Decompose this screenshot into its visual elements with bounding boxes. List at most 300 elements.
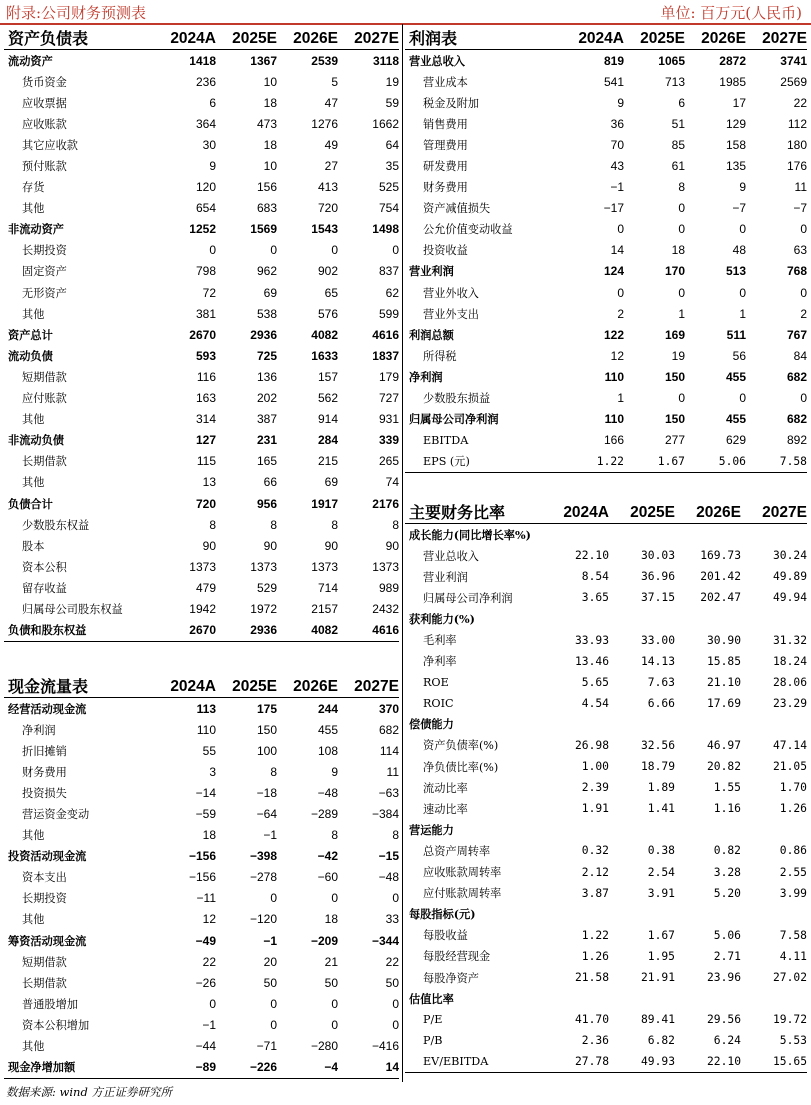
cell-value: 754 [378, 201, 399, 216]
cell-value: 413 [317, 180, 338, 195]
table-row [4, 719, 399, 740]
cell-value: 0 [617, 222, 624, 237]
row-label: ROE [423, 675, 449, 689]
cell-value: 1.67 [647, 928, 675, 942]
cell-value: 720 [317, 201, 338, 216]
cell-value: 8 [678, 180, 685, 195]
table-row [4, 177, 399, 198]
cell-value: 27.02 [772, 971, 807, 985]
table-row [405, 904, 807, 925]
cell-value: 6 [209, 95, 216, 110]
cell-value: 768 [786, 264, 807, 279]
cell-value: 989 [378, 580, 399, 595]
cell-value: 1373 [189, 559, 216, 574]
cell-value: 5.53 [779, 1034, 807, 1048]
cell-value: 22 [793, 95, 807, 110]
cell-value: 65 [324, 285, 338, 300]
year-header: 2027E [762, 30, 807, 47]
cell-value: 0 [739, 391, 746, 406]
cell-value: 4.11 [779, 949, 807, 963]
cell-value: 1985 [719, 74, 746, 89]
cell-value: −156 [188, 870, 216, 885]
cell-value: 18 [263, 137, 277, 152]
cell-value: 90 [202, 538, 216, 553]
cell-value: 0 [331, 996, 338, 1011]
year-header: 2025E [232, 678, 277, 695]
table-row [405, 693, 807, 714]
cell-value: 8 [392, 517, 399, 532]
cell-value: 129 [725, 116, 746, 131]
cell-value: 6.24 [713, 1034, 741, 1048]
cell-value: 819 [603, 53, 624, 68]
cell-value: 8 [331, 517, 338, 532]
table-row [4, 909, 399, 930]
row-label: 营业利润 [423, 570, 468, 584]
table-row [4, 345, 399, 366]
cell-value: 20 [263, 954, 277, 969]
cell-value: 23.96 [706, 971, 741, 985]
cell-value: 50 [324, 975, 338, 990]
cell-value: −1 [610, 180, 624, 195]
cell-value: 2 [617, 306, 624, 321]
row-label: 应收账款周转率 [423, 866, 502, 880]
cell-value: 1.67 [657, 454, 685, 468]
cell-value: −63 [378, 785, 399, 800]
cell-value: 22 [385, 954, 399, 969]
data-source: 数据来源: wind 方正证券研究所 [6, 1085, 172, 1099]
cell-value: 1972 [250, 601, 277, 616]
row-label: 所得税 [423, 349, 457, 363]
table-row [4, 472, 399, 493]
cell-value: 69 [263, 285, 277, 300]
cell-value: 682 [378, 722, 399, 737]
table-row [405, 819, 807, 840]
cell-value: 158 [725, 137, 746, 152]
cell-value: 1373 [372, 559, 399, 574]
year-header: 2025E [630, 504, 675, 521]
cell-value: 169.73 [700, 549, 741, 563]
cell-value: 1373 [311, 559, 338, 574]
cell-value: 150 [664, 369, 685, 384]
cell-value: −42 [317, 849, 338, 864]
cell-value: 1917 [311, 496, 338, 511]
cell-value: −60 [317, 870, 338, 885]
cell-value: 49.93 [640, 1055, 675, 1069]
table-row [405, 1030, 807, 1051]
row-label: 负债合计 [8, 496, 53, 511]
cell-value: 0 [392, 1017, 399, 1032]
cell-value: 3.99 [779, 886, 807, 900]
cell-value: 0 [800, 391, 807, 406]
row-label: 非流动资产 [8, 222, 64, 237]
table-row [405, 840, 807, 861]
cell-value: 364 [195, 116, 216, 131]
row-label: 其他 [22, 307, 45, 321]
row-label: 货币资金 [22, 75, 67, 89]
row-label: 资产减值损失 [423, 202, 491, 216]
table-header [405, 24, 807, 50]
table-row [4, 409, 399, 430]
cell-value: 1942 [189, 601, 216, 616]
cell-value: −398 [249, 849, 277, 864]
year-header: 2027E [354, 30, 399, 47]
cell-value: 0 [392, 891, 399, 906]
cell-value: 49 [324, 137, 338, 152]
cell-value: 12 [610, 348, 624, 363]
table-row [405, 177, 807, 198]
cell-value: 64 [385, 137, 399, 152]
table-bottom-rule [405, 1072, 807, 1073]
table-row [405, 71, 807, 92]
table-row [4, 240, 399, 261]
cell-value: −280 [310, 1039, 338, 1054]
cell-value: 18 [263, 95, 277, 110]
cell-value: 2539 [311, 53, 338, 68]
table-body [405, 524, 807, 1072]
cell-value: 27.78 [574, 1055, 609, 1069]
year-header: 2024A [170, 678, 216, 695]
cell-value: 9 [209, 159, 216, 174]
cell-value: 0 [392, 243, 399, 258]
cell-value: 46.97 [706, 738, 741, 752]
cell-value: 90 [385, 538, 399, 553]
cell-value: 720 [195, 496, 216, 511]
cell-value: 22.10 [706, 1055, 741, 1069]
cell-value: 902 [317, 264, 338, 279]
cell-value: 1.16 [713, 802, 741, 816]
table-bottom-rule [405, 472, 807, 473]
cell-value: 33.93 [574, 633, 609, 647]
cell-value: 4082 [311, 327, 338, 342]
cell-value: 8.54 [581, 570, 609, 584]
table-title: 主要财务比率 [409, 503, 506, 522]
row-label: 资本公积 [22, 560, 67, 574]
cell-value: 50 [385, 975, 399, 990]
cell-value: 576 [317, 306, 338, 321]
cell-value: 725 [256, 348, 277, 363]
year-header: 2024A [170, 30, 216, 47]
table-row [405, 303, 807, 324]
cell-value: −4 [324, 1060, 338, 1075]
cell-value: 599 [378, 306, 399, 321]
table-row [405, 261, 807, 282]
table-row [405, 545, 807, 566]
cell-value: 2.54 [647, 865, 675, 879]
cell-value: 23.29 [772, 696, 807, 710]
table-row [405, 988, 807, 1009]
row-label: 其他 [22, 202, 45, 216]
table-row [405, 366, 807, 387]
cell-value: 15.65 [772, 1055, 807, 1069]
row-label: 应收账款 [22, 117, 67, 131]
year-header: 2025E [232, 30, 277, 47]
row-label: 留存收益 [22, 581, 67, 595]
table-row [405, 967, 807, 988]
cell-value: 2936 [250, 327, 277, 342]
table-row [4, 493, 399, 514]
cell-value: 2872 [719, 53, 746, 68]
cell-value: 455 [725, 412, 746, 427]
table-row [4, 113, 399, 134]
cell-value: −64 [256, 807, 277, 822]
table-row [4, 782, 399, 803]
cell-value: 479 [195, 580, 216, 595]
cell-value: 962 [256, 264, 277, 279]
cell-value: 1252 [189, 222, 216, 237]
row-label: 资产总计 [8, 327, 53, 342]
cell-value: −71 [256, 1039, 277, 1054]
row-label: 公允价值变动收益 [423, 223, 513, 237]
cell-value: −17 [603, 201, 624, 216]
cell-value: 9 [739, 180, 746, 195]
cell-value: 387 [256, 412, 277, 427]
table-row [405, 608, 807, 629]
row-label: 少数股东权益 [22, 518, 90, 532]
table-row [405, 566, 807, 587]
table-row [405, 1009, 807, 1030]
cell-value: −44 [195, 1039, 216, 1054]
cell-value: 8 [270, 764, 277, 779]
cell-value: 4.54 [581, 696, 609, 710]
cell-value: 19 [385, 74, 399, 89]
cell-value: 100 [256, 743, 277, 758]
cell-value: 49.89 [772, 570, 807, 584]
year-header: 2025E [640, 30, 685, 47]
table-row [4, 1014, 399, 1035]
cell-value: 55 [202, 743, 216, 758]
cell-value: 0 [678, 391, 685, 406]
row-label: 资本公积增加 [22, 1018, 90, 1032]
cell-value: 30 [202, 137, 216, 152]
row-label: 偿债能力 [409, 717, 454, 732]
cell-value: 114 [379, 743, 399, 758]
cell-value: 41.70 [574, 1013, 609, 1027]
cell-value: 12 [202, 912, 216, 927]
table-row [4, 888, 399, 909]
row-label: 经营活动现金流 [8, 701, 87, 716]
cell-value: 22.10 [574, 549, 609, 563]
cell-value: 70 [610, 137, 624, 152]
cell-value: 47.14 [772, 738, 807, 752]
year-header: 2026E [293, 30, 338, 47]
cell-value: 175 [256, 701, 277, 716]
table-row [4, 1036, 399, 1057]
cell-value: 9 [331, 764, 338, 779]
cell-value: 3.28 [713, 865, 741, 879]
cell-value: 798 [195, 264, 216, 279]
table-row [4, 698, 399, 719]
cell-value: 166 [603, 433, 624, 448]
cell-value: 110 [604, 412, 624, 427]
cell-value: −49 [195, 933, 216, 948]
row-label: 流动比率 [423, 781, 468, 795]
table-row [405, 777, 807, 798]
row-label: 流动资产 [8, 53, 53, 68]
cell-value: 0 [678, 201, 685, 216]
table-row [4, 846, 399, 867]
cell-value: 2432 [372, 601, 399, 616]
table-row [4, 303, 399, 324]
cell-value: 1065 [658, 53, 685, 68]
cell-value: 56 [732, 348, 746, 363]
cell-value: −226 [249, 1060, 277, 1075]
cell-value: 3118 [372, 53, 399, 68]
table-row [405, 345, 807, 366]
cell-value: 15.85 [706, 654, 741, 668]
cell-value: −1 [263, 828, 277, 843]
cell-value: 381 [195, 306, 216, 321]
cell-value: 1 [617, 391, 624, 406]
cell-value: 455 [317, 722, 338, 737]
table-body [4, 50, 399, 641]
row-label: 毛利率 [423, 634, 457, 648]
cell-value: −289 [310, 807, 338, 822]
row-label: EV/EBITDA [423, 1055, 489, 1069]
row-label: 预付账款 [22, 160, 67, 174]
table-row [4, 1057, 399, 1078]
cell-value: 2.39 [581, 781, 609, 795]
table-row [405, 883, 807, 904]
row-label: 净利润 [409, 369, 443, 384]
cell-value: 176 [786, 159, 807, 174]
cell-value: 0.86 [779, 844, 807, 858]
row-label: 长期投资 [22, 892, 67, 906]
cell-value: 110 [604, 369, 624, 384]
cell-value: 0 [270, 891, 277, 906]
cell-value: 30.24 [772, 549, 807, 563]
cell-value: 1569 [250, 222, 277, 237]
row-label: 股本 [22, 539, 45, 553]
cell-value: 1.26 [779, 802, 807, 816]
table-row [405, 430, 807, 451]
cell-value: 0 [331, 1017, 338, 1032]
cell-value: 21 [324, 954, 338, 969]
table-row [405, 862, 807, 883]
cell-value: −7 [793, 201, 807, 216]
table-row [4, 324, 399, 345]
row-label: 归属母公司净利润 [409, 412, 499, 427]
year-header: 2027E [354, 678, 399, 695]
table-row [4, 451, 399, 472]
cell-value: 1.70 [779, 781, 807, 795]
cell-value: 20.82 [706, 760, 741, 774]
cell-value: −416 [371, 1039, 399, 1054]
cell-value: 0 [331, 243, 338, 258]
cell-value: 1837 [372, 348, 399, 363]
table-header [4, 24, 399, 50]
cell-value: 1 [678, 306, 685, 321]
cell-value: 10 [263, 74, 277, 89]
cell-value: 0 [209, 996, 216, 1011]
year-header: 2024A [578, 30, 624, 47]
table-row [4, 972, 399, 993]
cell-value: 1.00 [581, 760, 609, 774]
cell-value: 202.47 [700, 591, 741, 605]
table-row [4, 867, 399, 888]
cell-value: 511 [726, 327, 746, 342]
income-statement-table [405, 24, 807, 473]
cell-value: 136 [256, 369, 277, 384]
cell-value: 26.98 [574, 738, 609, 752]
cell-value: 90 [263, 538, 277, 553]
cell-value: 122 [603, 327, 624, 342]
cell-value: 63 [793, 243, 807, 258]
cell-value: 7.63 [647, 675, 675, 689]
cell-value: 2936 [250, 623, 277, 638]
cell-value: −15 [378, 849, 399, 864]
table-row [405, 113, 807, 134]
cell-value: 90 [324, 538, 338, 553]
cell-value: −344 [371, 933, 399, 948]
cell-value: 931 [378, 412, 399, 427]
cell-value: 112 [787, 116, 807, 131]
cell-value: 124 [603, 264, 624, 279]
cell-value: 339 [378, 433, 399, 448]
cell-value: 1.89 [647, 781, 675, 795]
row-label: 每股经营现金 [423, 950, 491, 964]
cell-value: 1.22 [596, 454, 624, 468]
row-label: ROIC [423, 696, 454, 710]
table-header [405, 498, 807, 524]
table-row [4, 803, 399, 824]
row-label: 归属母公司净利润 [423, 591, 513, 605]
table-row [4, 577, 399, 598]
cell-value: 767 [786, 327, 807, 342]
row-label: EPS (元) [423, 455, 470, 469]
table-row [4, 951, 399, 972]
row-label: 财务费用 [22, 765, 67, 779]
cell-value: 2.36 [581, 1034, 609, 1048]
cell-value: −7 [732, 201, 746, 216]
table-row [4, 261, 399, 282]
row-label: 应付账款周转率 [423, 887, 502, 901]
table-row [4, 930, 399, 951]
cell-value: 892 [786, 433, 807, 448]
cell-value: 2569 [780, 74, 807, 89]
cell-value: 1.55 [713, 781, 741, 795]
cell-value: −59 [195, 807, 216, 822]
cell-value: 150 [256, 722, 277, 737]
cell-value: 0.38 [647, 844, 675, 858]
table-row [4, 366, 399, 387]
row-label: 资产负债率(%) [423, 739, 499, 753]
cell-value: 473 [256, 116, 277, 131]
row-label: 税金及附加 [423, 96, 479, 110]
cell-value: 0 [270, 243, 277, 258]
cell-value: 48 [732, 243, 746, 258]
row-label: 净利润 [22, 723, 56, 737]
row-label: 长期借款 [22, 976, 67, 990]
table-row [4, 155, 399, 176]
table-row [4, 198, 399, 219]
cell-value: 3.87 [581, 886, 609, 900]
table-body [4, 698, 399, 1078]
row-label: 总资产周转率 [423, 844, 491, 858]
cell-value: 202 [256, 391, 277, 406]
cell-value: 17.69 [706, 696, 741, 710]
table-row [405, 451, 807, 472]
cell-value: 455 [725, 369, 746, 384]
cell-value: −384 [371, 807, 399, 822]
table-row [405, 388, 807, 409]
table-row [405, 629, 807, 650]
cash-flow-table [4, 672, 399, 1079]
cell-value: 4616 [372, 327, 399, 342]
table-row [4, 761, 399, 782]
cell-value: 180 [786, 137, 807, 152]
table-row [405, 735, 807, 756]
row-label: 成长能力(同比增长率%) [409, 527, 531, 542]
